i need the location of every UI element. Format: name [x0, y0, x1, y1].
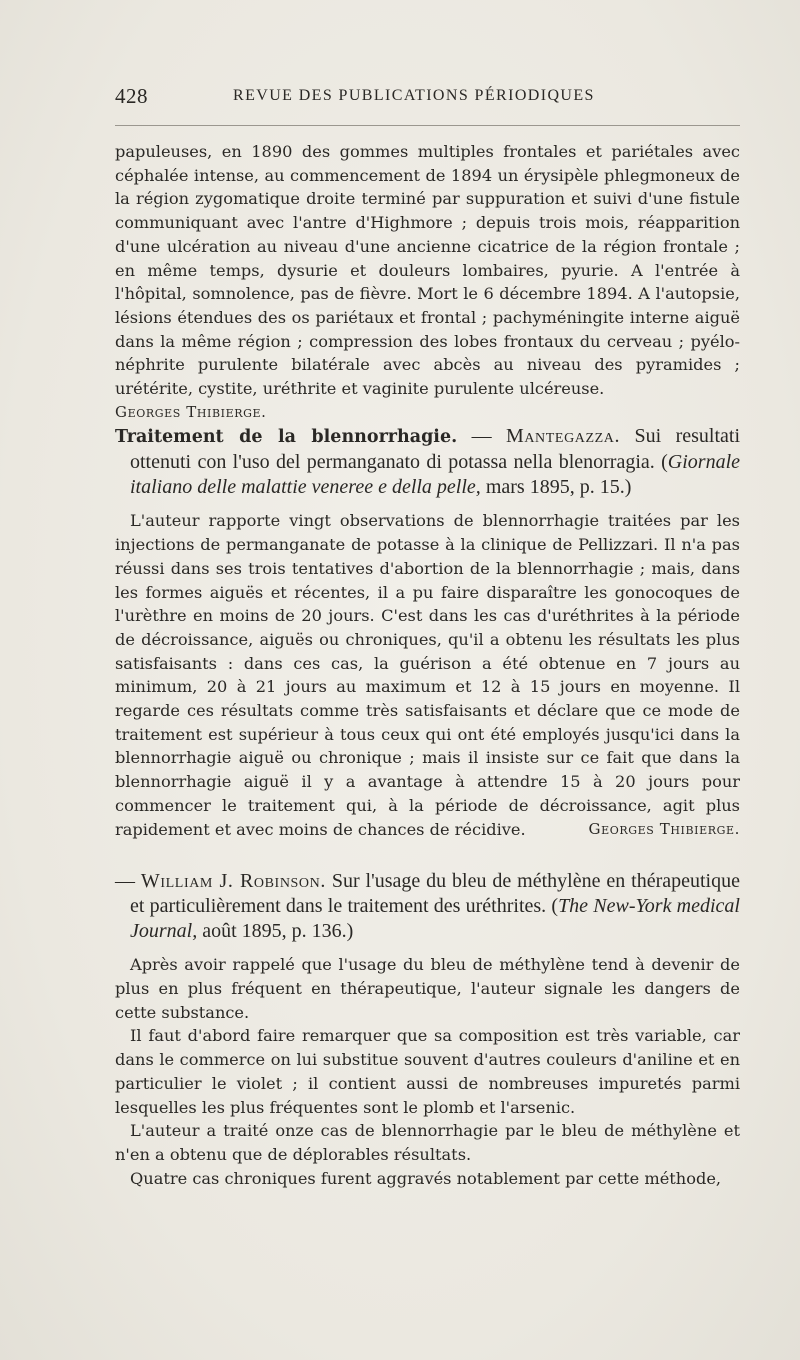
page-header	[115, 84, 740, 114]
journal-citation: août 1895, p. 136.)	[197, 920, 354, 943]
article-paragraph	[115, 509, 740, 841]
article-paragraph-text: L'auteur rapporte vingt observations de blennorrhagie traitées par les injections de permanganate de potasse à la clinique de Pellizzari. Il n'a pas réussi dans ses trois tentatives d'abortion de la blennorrhagie ; mais, dans les formes aiguës et récentes, il a pu faire disparaître les gonocoques de l'urèthre en moins de 20 jours. C'est dans les cas d'uréthrites à la période de décroissance, aiguës ou chroniques, qu'il a obtenu les résultats les plus satisfaisants : dans ces cas, la guérison a été obtenue en 7 jours au minimum, 20 à 21 jours au maximum et 12 à 15 jours en moyenne. Il regarde ces résultats comme très satisfaisants et déclare que ce mode de traitement est supérieur à tous ceux qui ont été employés jusqu'ici dans la blennorrhagie aiguë ou chronique ; mais il insiste sur ce fait que dans la blennorrhagie aiguë il y a avantage à attendre 15 à 20 jours pour commencer le traitement qui, à la période de décroissance, agit plus rapidement et avec moins de chances de récidive.	[115, 511, 740, 839]
article-heading	[115, 869, 740, 944]
article-title: Sur l'usage du bleu de méthylène en thérapeutique et particulièrement dans le traitement des uréthrites. (	[130, 870, 740, 918]
article-paragraph: Il faut d'abord faire remarquer que sa composition est très variable, car dans le commerce on lui substitue souvent d'autres couleurs d'aniline et en particulier le violet ; il contient aussi de nombreuses impuretés parmi lesquelles les plus fréquentes sont le plomb et l'arsenic.	[115, 1026, 740, 1117]
article-author: William J. Robinson.	[140, 870, 326, 893]
running-title: REVUE DES PUBLICATIONS PÉRIODIQUES	[233, 87, 595, 104]
journal-name: Giornale italiano delle malattie veneree e della pelle,	[130, 451, 740, 499]
article-paragraph: Quatre cas chroniques furent aggravés notablement par cette méthode,	[130, 1168, 722, 1188]
article-paragraph: Après avoir rappelé que l'usage du bleu de méthylène tend à devenir de plus en plus fréquent en thérapeutique, l'auteur signale les dangers de cette substance.	[115, 955, 740, 1022]
journal-citation: mars 1895, p. 15.)	[480, 476, 632, 499]
heading-dash: —	[115, 870, 141, 893]
article-title: Traitement de la blennorrhagie.	[115, 427, 458, 448]
spacer	[115, 500, 740, 509]
spacer	[115, 944, 740, 953]
signature: Georges Thibierge.	[588, 819, 740, 838]
page-content	[115, 140, 740, 1190]
signature: Georges Thibierge.	[115, 402, 267, 421]
heading-dash: —	[457, 425, 506, 448]
page-number: 428	[115, 84, 148, 108]
article-author: Mantegazza.	[505, 425, 621, 448]
header-rule	[115, 125, 740, 126]
article-heading	[115, 424, 740, 500]
journal-name: The New-York medical Journal,	[130, 895, 740, 943]
continued-paragraph: papuleuses, en 1890 des gommes multiples frontales et pariétales avec céphalée intense, au commencement de 1894 un érysipèle phlegmoneux de la région zygomatique droite terminé par suppuration et suivi d'une fistule communiquant avec l'antre d'Highmore ; depuis trois mois, réapparition d'une ulcération au niveau d'une ancienne cicatrice de la région frontale ; en même temps, dysurie et douleurs lombaires, pyurie. A l'entrée à l'hôpital, somnolence, pas de fièvre. Mort le 6 décembre 1894. A l'autopsie, lésions étendues des os pariétaux et frontal ; pachyméningite interne aiguë dans la même région ; compression des lobes frontaux du cerveau ; pyélo-néphrite purulente bilatérale avec abcès au niveau des pyramides ; urétérite, cystite, uréthrite et vaginite purulente ulcéreuse.	[115, 142, 740, 399]
article-paragraph: L'auteur a traité onze cas de blennorrhagie par le bleu de méthylène et n'en a obtenu que de déplorables résultats.	[115, 1121, 740, 1164]
article-original-title: Sui resultati ottenuti con l'uso del permanganato di potassa nella blenorragia. (	[130, 425, 741, 474]
